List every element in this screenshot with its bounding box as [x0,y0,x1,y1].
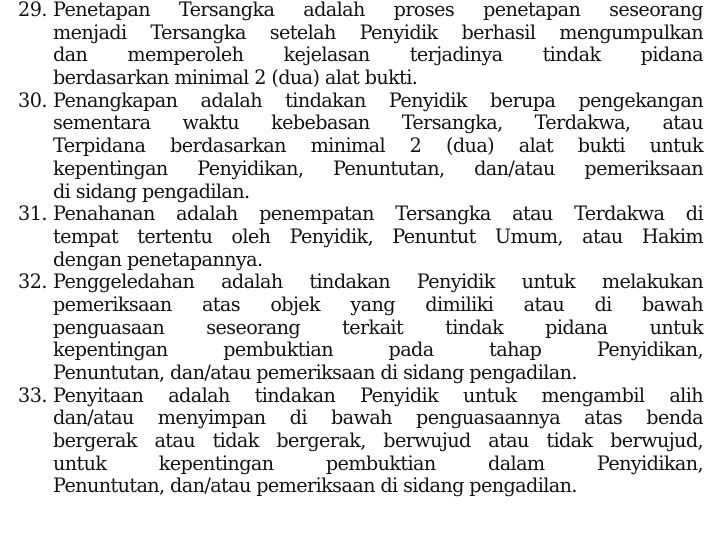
list-item-33 [0,385,719,498]
item-number: 30. [18,88,48,112]
item-number: 31. [18,202,48,226]
item-number: 29. [18,0,48,21]
item-text-line: pemeriksaan atas objek yang dimiliki atau di bawah [53,292,703,316]
item-text-line: Penuntutan, dan/atau pemeriksaan di sidang pengadilan. [53,474,577,498]
item-text-line: bergerak atau tidak bergerak, berwujud atau tidak berwujud, [53,429,703,453]
item-text-line: menjadi Tersangka setelah Penyidik berhasil mengumpulkan [53,20,703,44]
item-text-line: Penangkapan adalah tindakan Penyidik berupa pengekangan [53,88,703,112]
item-text-line: dengan penetapannya. [53,247,263,271]
item-text-line: Penyitaan adalah tindakan Penyidik untuk mengambil alih [53,383,703,407]
list-item-31 [0,203,719,271]
item-text-line: penguasaan seseorang terkait tindak pidana untuk [53,315,703,339]
list-item-32 [0,271,719,384]
item-text-line: Penetapan Tersangka adalah proses penetapan seseorang [53,0,703,21]
item-text-line: untuk kepentingan pembuktian dalam Penyidikan, [53,451,703,475]
item-text-line: tempat tertentu oleh Penyidik, Penuntut Umum, atau Hakim [53,224,703,248]
item-text-line: sementara waktu kebebasan Tersangka, Terdakwa, atau [53,111,703,135]
list-item-29 [0,0,719,90]
item-text-line: Penggeledahan adalah tindakan Penyidik untuk melakukan [53,270,703,294]
item-text-line: Penuntutan, dan/atau pemeriksaan di sidang pengadilan. [53,361,577,384]
item-text-line: di sidang pengadilan. [53,179,250,203]
item-number: 33. [18,383,48,407]
item-text-line: kepentingan pembuktian pada tahap Penyidikan, [53,338,703,362]
item-text-line: berdasarkan minimal 2 (dua) alat bukti. [53,66,418,90]
list-item-30 [0,90,719,203]
item-text-line: dan/atau menyimpan di bawah penguasaannya atas benda [53,406,703,430]
item-text-line: dan memperoleh kejelasan terjadinya tindak pidana [53,43,703,67]
item-text-line: kepentingan Penyidikan, Penuntutan, dan/atau pemeriksaan [53,156,703,180]
item-number: 32. [18,270,48,294]
item-text-line: Terpidana berdasarkan minimal 2 (dua) alat bukti untuk [53,134,703,158]
item-text-line: Penahanan adalah penempatan Tersangka atau Terdakwa di [53,202,703,226]
